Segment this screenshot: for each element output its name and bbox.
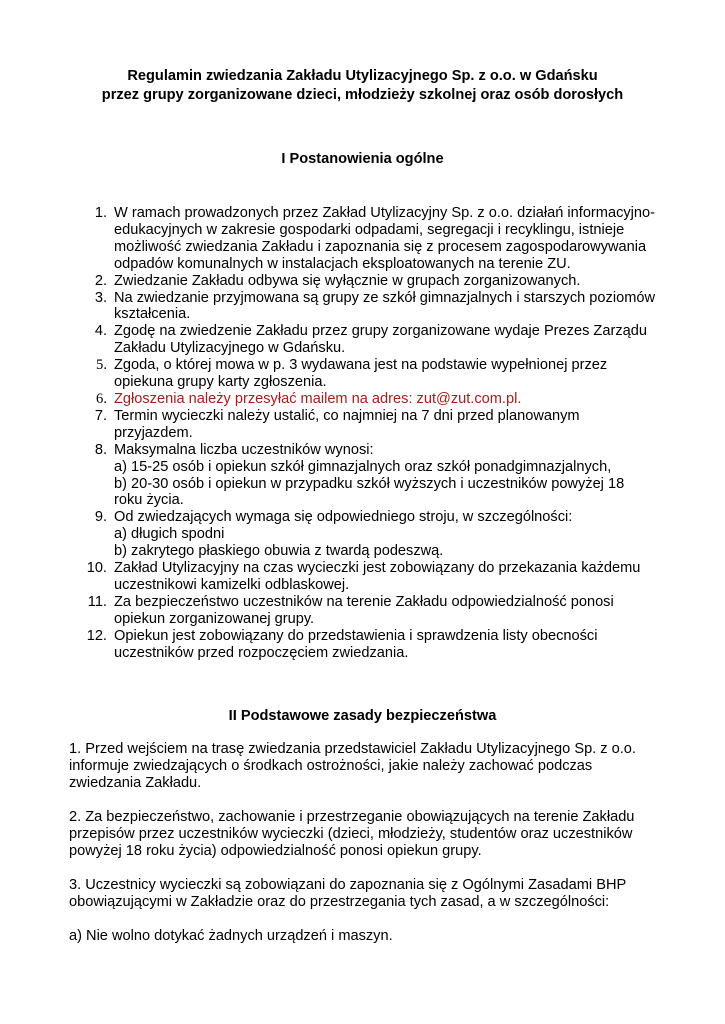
list-item (60, 628, 670, 662)
list-item (60, 594, 670, 628)
list-item (60, 357, 670, 391)
paragraph-line: przepisów przez uczestników wycieczki (dzieci, młodzieży, studentów oraz uczestników (69, 825, 633, 842)
item-number: 4. (94, 323, 107, 340)
item-number: 7. (94, 407, 107, 424)
item-line: a) 15-25 osób i opiekun szkół gimnazjalnych oraz szkół ponadgimnazjalnych, (114, 458, 612, 475)
item-line: Maksymalna liczba uczestników wynosi: (114, 441, 374, 458)
list-item (60, 290, 670, 324)
list-item (60, 323, 670, 357)
paragraph-line: obowiązującymi w Zakładzie oraz do przestrzegania tych zasad, a w szczególności: (69, 893, 610, 910)
item-line: kształcenia. (114, 306, 191, 323)
item-line: przyjazdem. (114, 424, 193, 441)
item-line: uczestnikowi kamizelki odblaskowej. (114, 576, 350, 593)
item-number: 12. (86, 627, 107, 644)
item-line: Zakład Utylizacyjny na czas wycieczki jest zobowiązany do przekazania każdemu (114, 560, 641, 577)
item-number: 5. (96, 357, 107, 374)
list-item (60, 560, 670, 594)
item-line: Termin wycieczki należy ustalić, co najmniej na 7 dni przed planowanym (114, 407, 580, 424)
item-number: 6. (96, 390, 107, 407)
item-number: 3. (94, 289, 107, 306)
item-line: Opiekun jest zobowiązany do przedstawienia i sprawdzenia listy obecności (114, 627, 598, 644)
item-line: Za bezpieczeństwo uczestników na terenie Zakładu odpowiedzialność ponosi (114, 593, 614, 610)
item-line: edukacyjnych w zakresie gospodarki odpadami, segregacji i recyklingu, istnieje (114, 221, 625, 238)
item-line: a) długich spodni (114, 526, 225, 543)
list-item (60, 408, 670, 442)
safety-paragraph-2 (69, 809, 669, 860)
item-line: Zwiedzanie Zakładu odbywa się wyłącznie w grupach zorganizowanych. (114, 272, 581, 289)
document-title-line-1: Regulamin zwiedzania Zakładu Utylizacyjnego Sp. z o.o. w Gdańsku (127, 68, 598, 84)
section-1-heading: I Postanowienia ogólne (281, 151, 444, 167)
item-line: W ramach prowadzonych przez Zakład Utylizacyjny Sp. z o.o. działań informacyjno- (114, 205, 655, 221)
item-line: Na zwiedzanie przyjmowana są grupy ze szkół gimnazjalnych i starszych poziomów (114, 289, 656, 306)
general-provisions-list (60, 205, 670, 661)
item-line: możliwość zwiedzania Zakładu i zapoznania się z procesem zagospodarowywania (114, 238, 647, 255)
item-line: Od zwiedzających wymaga się odpowiedniego stroju, w szczególności: (114, 509, 573, 526)
list-item (60, 273, 670, 290)
item-line: opiekun zorganizowanej grupy. (114, 610, 315, 627)
paragraph-line: a) Nie wolno dotykać żadnych urządzeń i maszyn. (69, 928, 393, 944)
list-item (60, 205, 670, 273)
list-item (60, 391, 670, 408)
safety-paragraph-3 (69, 877, 669, 911)
item-line: b) zakrytego płaskiego obuwia z twardą podeszwą. (114, 543, 444, 560)
item-line: opiekuna grupy karty zgłoszenia. (114, 374, 327, 391)
paragraph-line: powyżej 18 roku życia) odpowiedzialność ponosi opiekun grupy. (69, 842, 482, 859)
item-number: 11. (87, 593, 107, 610)
item-number: 9. (94, 509, 107, 526)
item-number: 1. (94, 205, 107, 221)
safety-rule-a (69, 928, 669, 945)
list-item (60, 442, 670, 510)
paragraph-line: 3. Uczestnicy wycieczki są zobowiązani do zapoznania się z Ogólnymi Zasadami BHP (69, 877, 627, 893)
item-number: 10. (86, 560, 107, 577)
item-number: 8. (94, 441, 107, 458)
item-line: Zakładu Utylizacyjnego w Gdańsku. (114, 340, 346, 357)
paragraph-line: zwiedzania Zakładu. (69, 774, 202, 791)
list-item (60, 509, 670, 560)
safety-paragraph-1 (69, 741, 669, 792)
item-line: roku życia. (114, 492, 184, 509)
item-line: odpadów komunalnych w instalacjach eksploatowanych na terenie ZU. (114, 255, 571, 272)
paragraph-line: 1. Przed wejściem na trasę zwiedzania przedstawiciel Zakładu Utylizacyjnego Sp. z o.o. (69, 741, 636, 757)
paragraph-line: 2. Za bezpieczeństwo, zachowanie i przestrzeganie obowiązujących na terenie Zakładu (69, 809, 635, 825)
item-number: 2. (94, 272, 107, 289)
section-2-heading: II Podstawowe zasady bezpieczeństwa (228, 708, 497, 724)
paragraph-line: informuje zwiedzających o środkach ostrożności, jakie należy zachować podczas (69, 757, 593, 774)
item-line: Zgodę na zwiedzenie Zakładu przez grupy zorganizowane wydaje Prezes Zarządu (114, 323, 647, 340)
item-line: b) 20-30 osób i opiekun w przypadku szkół wyższych i uczestników powyżej 18 (114, 475, 625, 492)
item-line: Zgoda, o której mowa w p. 3 wydawana jest na podstawie wypełnionej przez (114, 357, 608, 374)
document-title-line-2: przez grupy zorganizowane dzieci, młodzieży szkolnej oraz osób dorosłych (101, 87, 624, 103)
email-instruction: Zgłoszenia należy przesyłać mailem na adres: zut@zut.com.pl. (114, 390, 522, 407)
item-line: uczestników przed rozpoczęciem zwiedzania. (114, 644, 409, 661)
